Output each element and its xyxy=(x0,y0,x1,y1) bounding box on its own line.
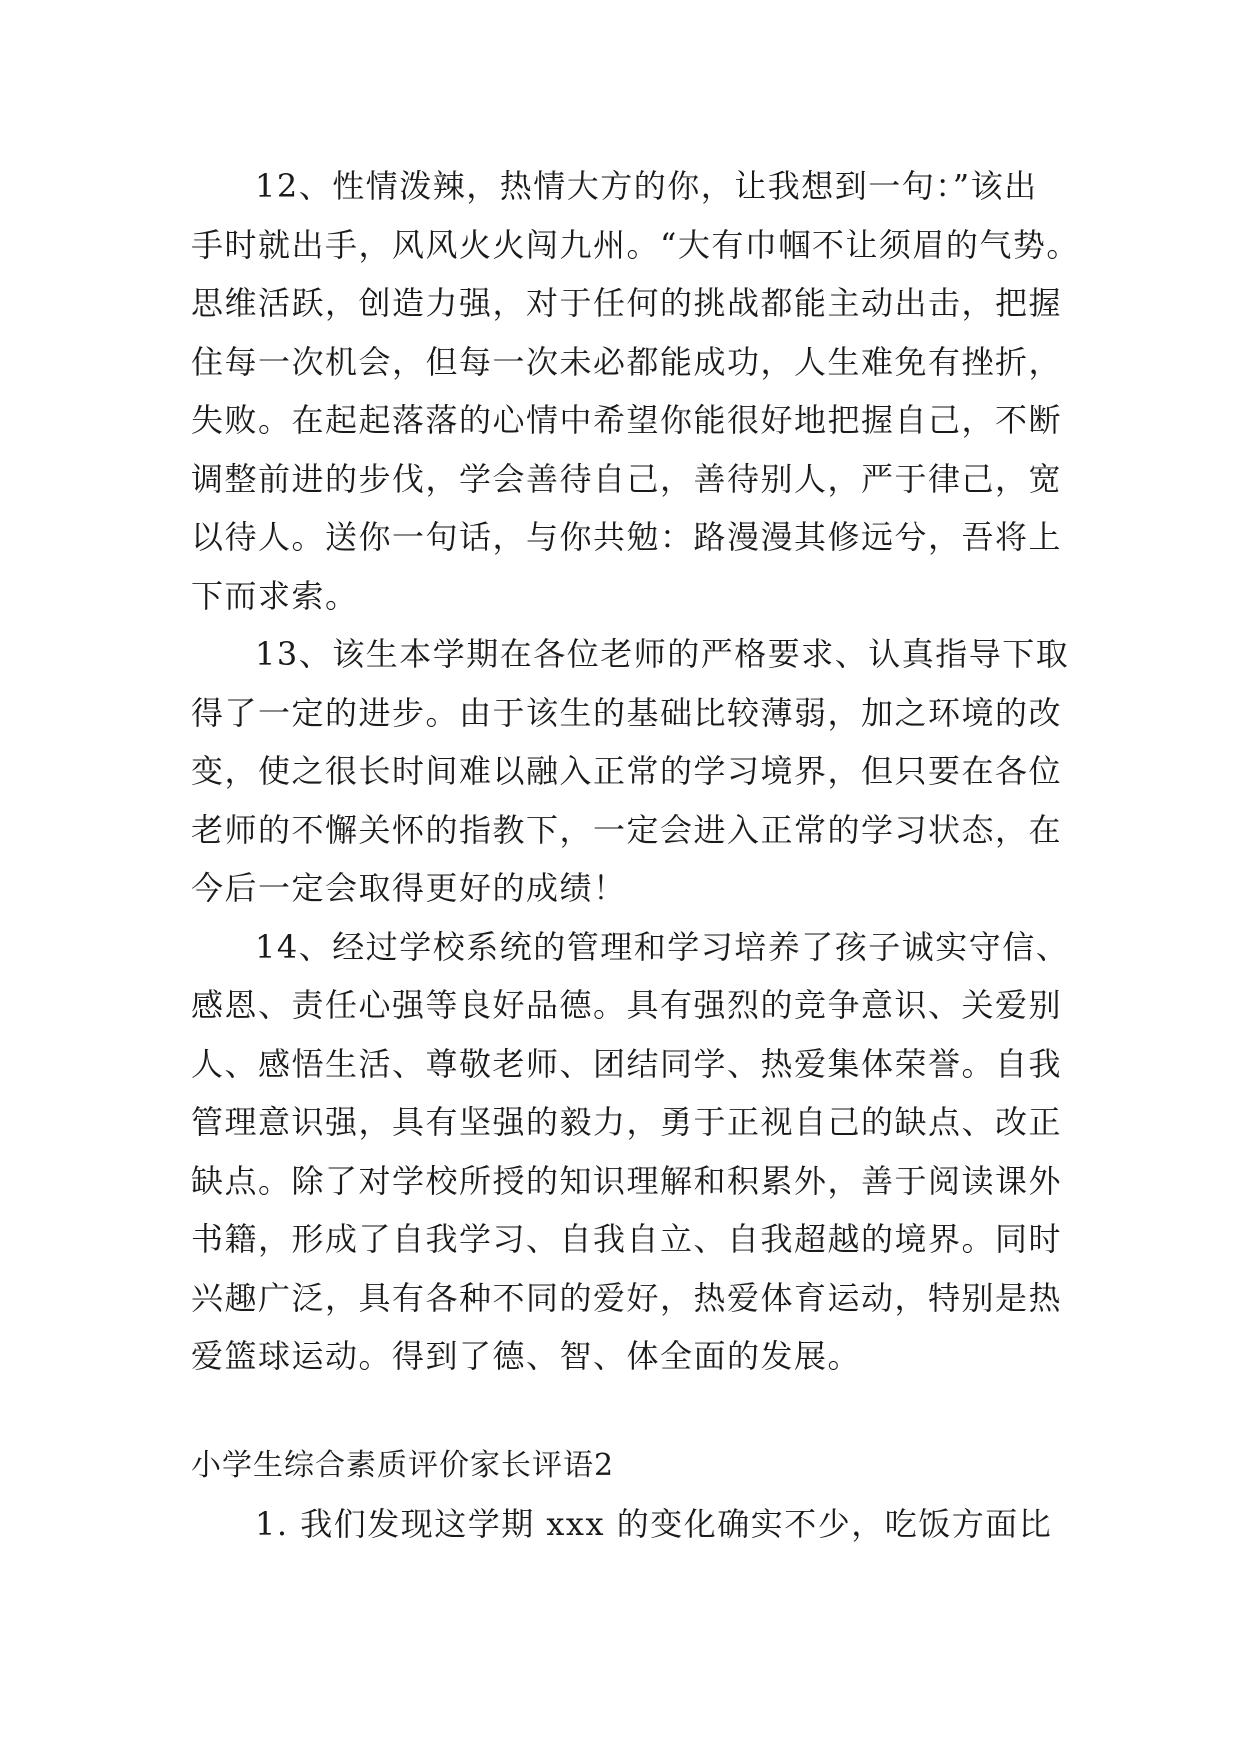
text-line: 失败。在起起落落的心情中希望你能很好地把握自己，不断 xyxy=(191,401,1063,439)
text-line: 手时就出手，风风火火闯九州。“大有巾帼不让须眉的气势。 xyxy=(191,225,1080,264)
text-line: 12、性情泼辣，热情大方的你，让我想到一句：”该出 xyxy=(255,167,1038,205)
text-line: 得了一定的进步。由于该生的基础比较薄弱，加之环境的改 xyxy=(191,693,1063,732)
section-title: 小学生综合素质评价家长评语2 xyxy=(191,1448,615,1483)
text-line: 感恩、责任心强等良好品德。具有强烈的竞争意识、关爱别 xyxy=(191,986,1063,1024)
text-line: 人、感悟生活、尊敬老师、团结同学、热爱集体荣誉。自我 xyxy=(191,1044,1063,1083)
text-line: 13、该生本学期在各位老师的严格要求、认真指导下取 xyxy=(255,635,1070,673)
text-line: 思维活跃，创造力强，对于任何的挑战都能主动出击，把握 xyxy=(191,284,1063,322)
text-line: 爱篮球运动。得到了德、智、体全面的发展。 xyxy=(191,1337,862,1375)
text-line: 老师的不懈关怀的指教下，一定会进入正常的学习状态，在 xyxy=(191,810,1063,849)
text-line: 书籍，形成了自我学习、自我自立、自我超越的境界。同时 xyxy=(191,1220,1063,1258)
text-line: 缺点。除了对学校所授的知识理解和积累外，善于阅读课外 xyxy=(191,1161,1063,1200)
text-line: 今后一定会取得更好的成绩！ xyxy=(191,869,627,907)
section-first-line: 1. 我们发现这学期 xxx 的变化确实不少，吃饭方面比 xyxy=(255,1505,1053,1543)
text-line: 变，使之很长时间难以融入正常的学习境界，但只要在各位 xyxy=(191,752,1063,790)
text-line: 以待人。送你一句话，与你共勉：路漫漫其修远兮，吾将上 xyxy=(191,518,1063,556)
text-line: 14、经过学校系统的管理和学习培养了孩子诚实守信、 xyxy=(255,927,1070,966)
paragraph-13 xyxy=(191,625,1071,918)
paragraph-14 xyxy=(191,918,1071,1386)
text-line: 管理意识强，具有坚强的毅力，勇于正视自己的缺点、改正 xyxy=(191,1103,1063,1141)
text-line: 住每一次机会，但每一次未必都能成功，人生难免有挫折， xyxy=(191,342,1063,381)
text-line: 兴趣广泛，具有各种不同的爱好，热爱体育运动，特别是热 xyxy=(191,1278,1063,1317)
text-line: 下而求索。 xyxy=(191,576,359,615)
text-line: 调整前进的步伐，学会善待自己，善待别人，严于律己，宽 xyxy=(191,459,1063,498)
body-text xyxy=(191,157,1080,1386)
paragraph-12 xyxy=(191,157,1080,625)
